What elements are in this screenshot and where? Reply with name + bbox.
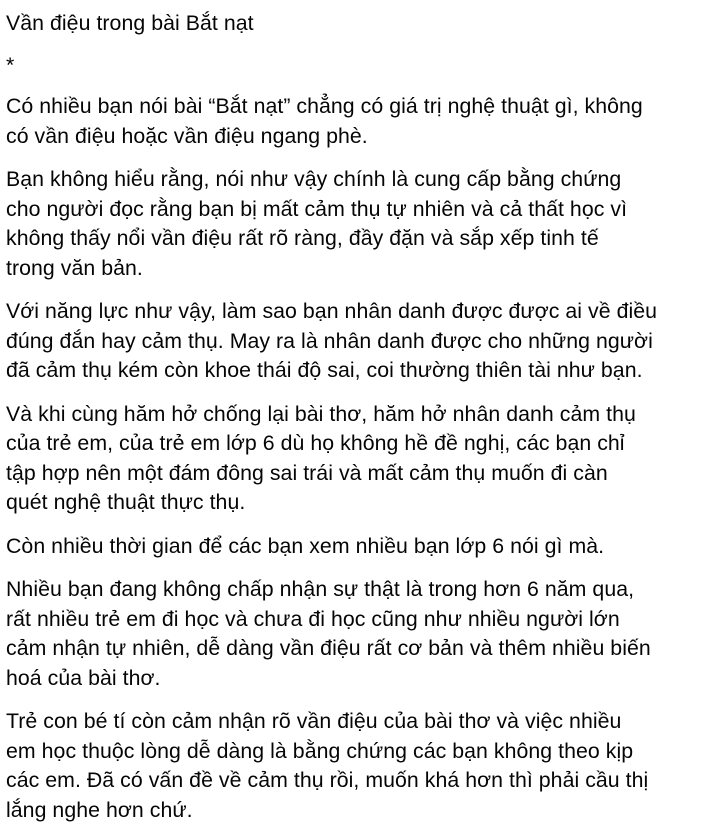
paragraph-line: không thấy nổi vần điệu rất rõ ràng, đầy đặn và sắp xếp tinh tế [6, 224, 704, 254]
paragraph-line: tập hợp nên một đám đông sai trái và mất cảm thụ muốn đi càn [6, 459, 704, 489]
paragraph-line: cảm nhận tự nhiên, dễ dàng vần điệu rất cơ bản và thêm nhiều biến [6, 634, 704, 664]
paragraph-6 [6, 575, 704, 693]
paragraph-line: Có nhiều bạn nói bài “Bắt nạt” chẳng có giá trị nghệ thuật gì, không [6, 92, 704, 122]
paragraph-line: có vần điệu hoặc vần điệu ngang phè. [6, 122, 704, 152]
paragraph-5 [6, 532, 704, 562]
paragraph-line: rất nhiều trẻ em đi học và chưa đi học cũng như nhiều người lớn [6, 605, 704, 635]
paragraph-line: Trẻ con bé tí còn cảm nhận rõ vần điệu của bài thơ và việc nhiều [6, 707, 704, 737]
paragraph-line: Với năng lực như vậy, làm sao bạn nhân danh được được ai về điều [6, 297, 704, 327]
paragraph-1 [6, 92, 704, 151]
paragraph-3 [6, 297, 704, 386]
paragraph-line: Nhiều bạn đang không chấp nhận sự thật là trong hơn 6 năm qua, [6, 575, 704, 605]
paragraph-line: các em. Đã có vấn đề về cảm thụ rồi, muốn khá hơn thì phải cầu thị [6, 766, 704, 796]
paragraph-line: đã cảm thụ kém còn khoe thái độ sai, coi thường thiên tài như bạn. [6, 356, 704, 386]
paragraph-line: của trẻ em, của trẻ em lớp 6 dù họ không hề đề nghị, các bạn chỉ [6, 429, 704, 459]
paragraph-2 [6, 165, 704, 283]
section-divider: * [6, 51, 704, 81]
paragraph-4 [6, 400, 704, 518]
paragraph-7 [6, 707, 704, 825]
paragraph-line: hoá của bài thơ. [6, 664, 704, 694]
paragraph-line: lắng nghe hơn chứ. [6, 796, 704, 825]
paragraph-line: em học thuộc lòng dễ dàng là bằng chứng các bạn không theo kịp [6, 737, 704, 767]
post-title: Vần điệu trong bài Bắt nạt [6, 9, 704, 39]
paragraph-line: cho người đọc rằng bạn bị mất cảm thụ tự nhiên và cả thất học vì [6, 195, 704, 225]
paragraph-line: Bạn không hiểu rằng, nói như vậy chính là cung cấp bằng chứng [6, 165, 704, 195]
paragraph-line: đúng đắn hay cảm thụ. May ra là nhân danh được cho những người [6, 327, 704, 357]
paragraph-line: Và khi cùng hăm hở chống lại bài thơ, hăm hở nhân danh cảm thụ [6, 400, 704, 430]
post-body [6, 9, 704, 825]
paragraph-line: Còn nhiều thời gian để các bạn xem nhiều bạn lớp 6 nói gì mà. [6, 532, 704, 562]
paragraph-line: trong văn bản. [6, 254, 704, 284]
paragraph-line: quét nghệ thuật thực thụ. [6, 488, 704, 518]
